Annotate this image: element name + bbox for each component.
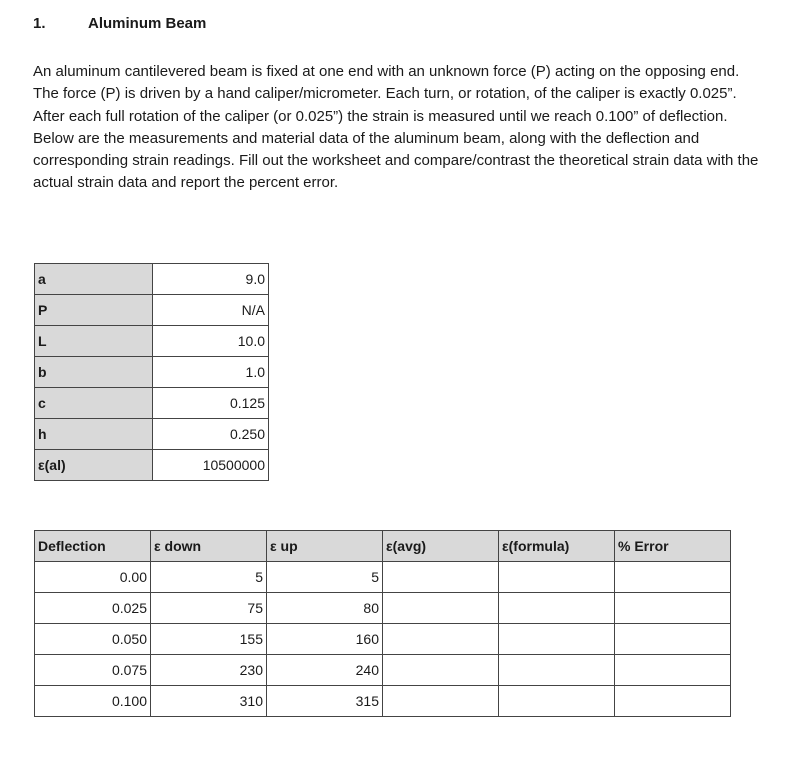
- strain-up-cell: 315: [267, 686, 383, 717]
- param-value: N/A: [153, 295, 269, 326]
- column-header-percent-error: % Error: [615, 531, 731, 562]
- section-number: 1.: [33, 15, 46, 32]
- strain-avg-cell[interactable]: [383, 686, 499, 717]
- deflection-cell: 0.050: [35, 624, 151, 655]
- param-value: 1.0: [153, 357, 269, 388]
- strain-down-cell: 5: [151, 562, 267, 593]
- param-value: 10.0: [153, 326, 269, 357]
- table-row: [35, 562, 731, 593]
- param-row-a: [35, 264, 269, 295]
- table-row: [35, 655, 731, 686]
- table-header-row: [35, 531, 731, 562]
- param-label: ε(al): [35, 450, 153, 481]
- column-header-deflection: Deflection: [35, 531, 151, 562]
- strain-formula-cell[interactable]: [499, 686, 615, 717]
- strain-up-cell: 5: [267, 562, 383, 593]
- param-label: L: [35, 326, 153, 357]
- param-value: 10500000: [153, 450, 269, 481]
- param-value: 0.250: [153, 419, 269, 450]
- percent-error-cell[interactable]: [615, 655, 731, 686]
- column-header-strain-avg: ε(avg): [383, 531, 499, 562]
- param-value: 0.125: [153, 388, 269, 419]
- strain-down-cell: 230: [151, 655, 267, 686]
- percent-error-cell[interactable]: [615, 593, 731, 624]
- strain-up-cell: 160: [267, 624, 383, 655]
- strain-avg-cell[interactable]: [383, 593, 499, 624]
- deflection-cell: 0.00: [35, 562, 151, 593]
- param-row-h: [35, 419, 269, 450]
- deflection-cell: 0.075: [35, 655, 151, 686]
- table-row: [35, 686, 731, 717]
- param-label: h: [35, 419, 153, 450]
- strain-formula-cell[interactable]: [499, 593, 615, 624]
- strain-avg-cell[interactable]: [383, 655, 499, 686]
- param-row-b: [35, 357, 269, 388]
- param-label: c: [35, 388, 153, 419]
- param-value: 9.0: [153, 264, 269, 295]
- param-label: P: [35, 295, 153, 326]
- beam-parameters-table: [34, 263, 269, 481]
- strain-down-cell: 310: [151, 686, 267, 717]
- strain-avg-cell[interactable]: [383, 562, 499, 593]
- strain-down-cell: 155: [151, 624, 267, 655]
- param-row-p: [35, 295, 269, 326]
- strain-up-cell: 80: [267, 593, 383, 624]
- section-heading: [33, 15, 206, 32]
- table-row: [35, 624, 731, 655]
- percent-error-cell[interactable]: [615, 686, 731, 717]
- strain-down-cell: 75: [151, 593, 267, 624]
- strain-formula-cell[interactable]: [499, 562, 615, 593]
- section-title: Aluminum Beam: [88, 15, 207, 32]
- deflection-cell: 0.100: [35, 686, 151, 717]
- param-row-modulus: [35, 450, 269, 481]
- percent-error-cell[interactable]: [615, 624, 731, 655]
- strain-readings-table: [34, 530, 731, 717]
- table-row: [35, 593, 731, 624]
- strain-avg-cell[interactable]: [383, 624, 499, 655]
- param-label: b: [35, 357, 153, 388]
- strain-formula-cell[interactable]: [499, 655, 615, 686]
- problem-description: An aluminum cantilevered beam is fixed at one end with an unknown force (P) acting on the opposing end. The force (P) is driven by a hand caliper/micrometer. Each turn, or rotation, of the caliper is exactly 0.025”. After each full rotation of the caliper (or 0.025”) the strain is measured until we reach 0.100” of deflection. Below are the measurements and material data of the aluminum beam, along with the deflection and corresponding strain readings. Fill out the worksheet and compare/contrast the theoretical strain data with the actual strain data and report the percent error.: [33, 63, 759, 192]
- column-header-strain-formula: ε(formula): [499, 531, 615, 562]
- column-header-strain-up: ε up: [267, 531, 383, 562]
- param-row-l: [35, 326, 269, 357]
- param-label: a: [35, 264, 153, 295]
- percent-error-cell[interactable]: [615, 562, 731, 593]
- strain-formula-cell[interactable]: [499, 624, 615, 655]
- column-header-strain-down: ε down: [151, 531, 267, 562]
- deflection-cell: 0.025: [35, 593, 151, 624]
- strain-up-cell: 240: [267, 655, 383, 686]
- param-row-c: [35, 388, 269, 419]
